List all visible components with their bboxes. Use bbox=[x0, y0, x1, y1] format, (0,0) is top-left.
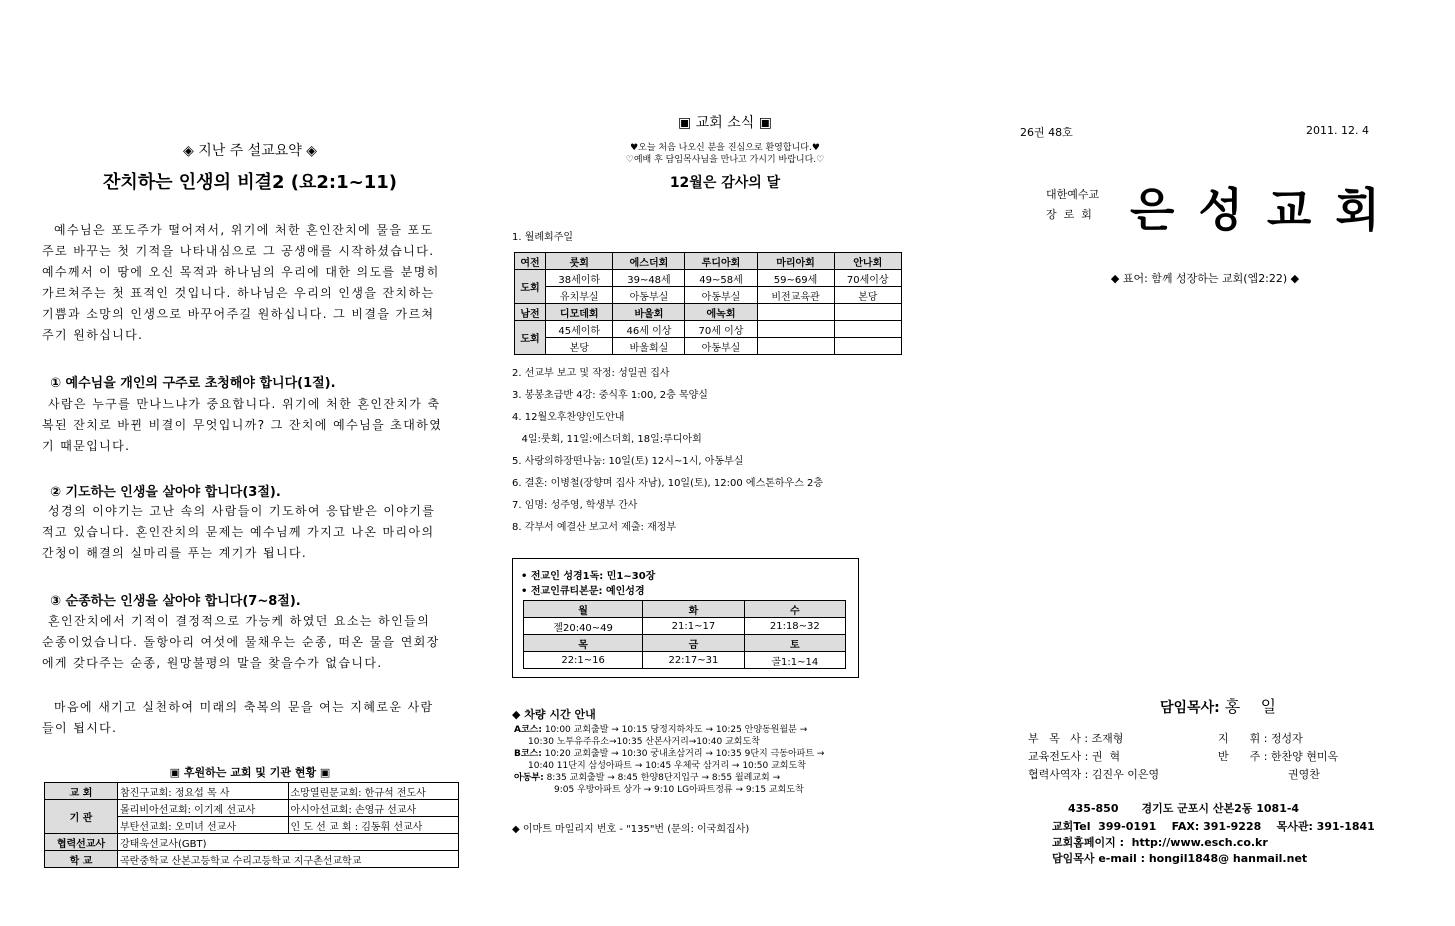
mileage-note: ◆ 이마트 마일리지 번호 - "135"번 (문의: 이국희집사) bbox=[512, 824, 750, 835]
church-address: 435-850 경기도 군포시 산본2동 1081-4 bbox=[1068, 802, 1300, 815]
group-cell: 59~69세 bbox=[757, 270, 834, 287]
group-cell: 에녹회 bbox=[685, 304, 757, 321]
news-item: 7. 임명: 성주영, 학생부 간사 bbox=[512, 500, 638, 511]
support-label-mission: 협력선교사 bbox=[45, 834, 118, 851]
group-cell: 49~58세 bbox=[685, 270, 757, 287]
group-cell: 아동부실 bbox=[613, 287, 685, 304]
support-table bbox=[44, 782, 459, 868]
reading-day: 월 bbox=[524, 601, 643, 618]
point-1-body: 사람은 누구를 만나느냐가 중요합니다. 위기에 처한 혼인잔치가 축복된 잔치로 바뀐 비결이 무엇입니까? 그 잔치에 예수님을 초대하였기 때문입니다. bbox=[42, 397, 443, 453]
reading-day: 화 bbox=[643, 601, 744, 618]
group-cell bbox=[757, 338, 834, 355]
bus-line: 10:30 노투유주유소→10:35 산본사거리→10:40 교회도착 bbox=[528, 737, 760, 747]
group-cell: 에스더회 bbox=[613, 253, 685, 270]
support-cell: 몰리비아선교회: 이기제 선교사 bbox=[118, 800, 289, 817]
church-name: 은 성 교 회 bbox=[1130, 183, 1384, 237]
reading-value: 21:18~32 bbox=[744, 618, 845, 635]
group-cell: 아동부실 bbox=[685, 287, 757, 304]
news-item: 4일:룻회, 11일:에스더회, 18일:루디아회 bbox=[512, 434, 702, 445]
group-cell: 70세이상 bbox=[834, 270, 902, 287]
point-3-body: 혼인잔치에서 기적이 결정적으로 가능케 하였던 요소는 하인들의 순종이었습니다. 돌항아리 여섯에 물채우는 순종, 떠온 물을 연회장에게 갖다주는 순종, 원망불평의 말을 찾을수가 없습니다. bbox=[42, 614, 440, 670]
news-item: 8. 각부서 예결산 보고서 제출: 재정부 bbox=[512, 522, 677, 533]
news-item: 5. 사랑의하장떤나눔: 10일(토) 12시~1시, 아동부실 bbox=[512, 456, 744, 467]
group-cell: 룻회 bbox=[546, 253, 613, 270]
pastor-email: 담임목사 e-mail : hongil1848@ hanmail.net bbox=[1052, 852, 1308, 865]
news-items bbox=[512, 363, 823, 539]
motto: ◆ 표어: 함께 성장하는 교회(엡2:22) ◆ bbox=[1110, 272, 1300, 285]
reading-box bbox=[512, 558, 859, 678]
news-item: 3. 봉봉초급반 4강: 중식후 1:00, 2층 목양실 bbox=[512, 390, 708, 401]
bus-line: 9:05 우방아파트 상가 → 9:10 LG아파트정류 → 9:15 교회도착 bbox=[554, 785, 804, 795]
support-cell: 소망열린문교회: 한규석 전도사 bbox=[288, 783, 459, 800]
support-cell: 곡란중학교 산본고등학교 수리고등학교 지구촌선교학교 bbox=[118, 851, 459, 868]
pastor-name: 홍 일 bbox=[1224, 697, 1277, 716]
staff-item: 반 주 : 한찬양 현미옥 bbox=[1218, 750, 1339, 763]
pastor bbox=[1160, 694, 1276, 717]
group-table bbox=[514, 252, 902, 355]
news-title: ▣ 교회 소식 ▣ bbox=[678, 115, 772, 131]
news-month: 12월은 감사의 달 bbox=[669, 175, 781, 191]
group-cell: 디모데회 bbox=[546, 304, 613, 321]
staff-item: 교육전도사 : 권 혁 bbox=[1028, 750, 1121, 763]
news-item: 4. 12월오후찬양인도안내 bbox=[512, 412, 625, 423]
news-welcome-2: ♡예배 후 담임목사님을 만나고 가시기 바랍니다.♡ bbox=[625, 155, 825, 165]
bus-schedule bbox=[514, 724, 824, 796]
pastor-label: 담임목사: bbox=[1160, 700, 1220, 716]
bus-c-label: 아동부: bbox=[514, 773, 544, 783]
reading-value: 22:1~16 bbox=[524, 652, 643, 669]
denomination-1: 대한예수교 bbox=[1046, 188, 1100, 201]
bus-line: 10:20 교회출발 → 10:30 궁내초삼거리 → 10:35 9단지 극동아파트 → bbox=[544, 749, 825, 759]
volume-number: 26권 48호 bbox=[1020, 126, 1073, 139]
news-item: 6. 결혼: 이병철(장향며 집사 자남), 10일(토), 12:00 에스톤하우스 2층 bbox=[512, 478, 824, 489]
group-cell: 바울회실 bbox=[613, 338, 685, 355]
staff-list bbox=[1028, 730, 1408, 784]
group-cell: 본당 bbox=[546, 338, 613, 355]
group-label: 도회 bbox=[515, 270, 546, 304]
group-cell: 안나회 bbox=[834, 253, 902, 270]
bus-title: ◆ 차량 시간 안내 bbox=[512, 708, 596, 721]
group-cell: 유치부실 bbox=[546, 287, 613, 304]
group-cell: 비전교육관 bbox=[757, 287, 834, 304]
support-cell: 강태욱선교사(GBT) bbox=[118, 834, 459, 851]
denomination-2: 장 로 회 bbox=[1046, 208, 1092, 221]
group-label: 도회 bbox=[515, 321, 546, 355]
bus-line: 10:00 교회출발 → 10:15 당정지하차도 → 10:25 안양동원월분 → bbox=[544, 725, 808, 735]
group-cell: 70세 이상 bbox=[685, 321, 757, 338]
staff-item: 부 목 사 : 조재형 bbox=[1028, 732, 1124, 745]
reading-day: 수 bbox=[744, 601, 845, 618]
support-title: ▣ 후원하는 교회 및 기관 현황 ▣ bbox=[169, 766, 331, 779]
church-homepage: 교회홈페이지 : http://www.esch.co.kr bbox=[1052, 836, 1268, 849]
group-cell bbox=[834, 321, 902, 338]
bus-line: 10:40 11단지 삼성아파트 → 10:45 우체국 삼거리 → 10:50 교회도착 bbox=[528, 761, 806, 771]
point-3-title: ③ 순종하는 인생을 살아야 합니다(7~8절). bbox=[50, 594, 301, 609]
support-label-org: 기 관 bbox=[45, 800, 118, 834]
support-cell: 부탄선교회: 오미녀 선교사 bbox=[118, 817, 289, 834]
reading-table bbox=[523, 600, 846, 669]
bus-line: 8:35 교회출발 → 8:45 한양8단지입구 → 8:55 월례교회 → bbox=[546, 773, 781, 783]
group-cell: 루디아회 bbox=[685, 253, 757, 270]
reading-day: 토 bbox=[744, 635, 845, 652]
group-label: 여전 bbox=[515, 253, 546, 270]
group-cell: 바울회 bbox=[613, 304, 685, 321]
group-cell bbox=[757, 304, 834, 321]
group-label: 남전 bbox=[515, 304, 546, 321]
group-cell bbox=[757, 321, 834, 338]
sermon-header: ◈ 지난 주 설교요약 ◈ bbox=[182, 143, 317, 159]
bus-b-label: B코스: bbox=[514, 749, 542, 759]
group-cell bbox=[834, 304, 902, 321]
support-cell: 아시아선교회: 손영규 선교사 bbox=[288, 800, 459, 817]
support-cell: 참진구교회: 정요섭 목 사 bbox=[118, 783, 289, 800]
staff-item: 협력사역자 : 김진우 이은영 bbox=[1028, 768, 1160, 781]
group-cell: 39~48세 bbox=[613, 270, 685, 287]
staff-item: 권영찬 bbox=[1288, 768, 1320, 781]
support-label-church: 교 회 bbox=[45, 783, 118, 800]
bus-a-label: A코스: bbox=[514, 725, 542, 735]
sermon-intro: 예수님은 포도주가 떨어져서, 위기에 처한 혼인잔치에 물을 포도주로 바꾸는 첫 기적을 나타내심으로 그 공생애를 시작하셨습니다. 예수께서 이 땅에 오신 목적과 하나님의 우리에 대한 의도를 분명히 가르쳐주는 첫 표적인 것입니다. 하나님은 우리의 인생을 잔치하는 기쁨과 소망의 인생으로 바꾸어주길 원하십니다. 그 비결을 가르쳐주기 원하십니다. bbox=[42, 223, 440, 342]
group-cell: 46세 이상 bbox=[613, 321, 685, 338]
sermon-closing: 마음에 새기고 실천하여 미래의 축복의 문을 여는 지혜로운 사람들이 됩시다. bbox=[42, 700, 434, 735]
reading-value: 젤20:40~49 bbox=[524, 618, 643, 635]
group-cell: 아동부실 bbox=[685, 338, 757, 355]
reading-day: 금 bbox=[643, 635, 744, 652]
bulletin-date: 2011. 12. 4 bbox=[1306, 124, 1369, 137]
point-2-body: 성경의 이야기는 고난 속의 사람들이 기도하여 응답받은 이야기를 적고 있습니다. 혼인잔치의 문제는 예수님께 가지고 나온 마리아의 간청이 해결의 실마리를 푸는 계기가 됩니다. bbox=[42, 504, 436, 560]
news-welcome-1: ♥오늘 처음 나오신 분을 진심으로 환영합니다.♥ bbox=[630, 143, 820, 153]
reading-value: 골1:1~14 bbox=[744, 652, 845, 669]
group-cell: 38세이하 bbox=[546, 270, 613, 287]
group-cell bbox=[834, 338, 902, 355]
reading-value: 21:1~17 bbox=[643, 618, 744, 635]
church-phone: 교회Tel 399-0191 FAX: 391-9228 목사관: 391-1841 bbox=[1052, 820, 1375, 833]
point-1-title: ① 예수님을 개인의 구주로 초청해야 합니다(1절). bbox=[50, 376, 336, 391]
group-cell: 마리아회 bbox=[757, 253, 834, 270]
reading-line-1: • 전교인 성경1독: 민1~30장 bbox=[521, 571, 656, 582]
reading-line-2: • 전교인큐티본문: 예인성경 bbox=[521, 586, 645, 597]
support-cell: 인 도 선 교 회 : 김동휘 선교사 bbox=[288, 817, 459, 834]
news-item: 2. 선교부 보고 및 작정: 성일권 집사 bbox=[512, 368, 670, 379]
support-label-school: 학 교 bbox=[45, 851, 118, 868]
staff-item: 지 휘 : 정성자 bbox=[1218, 732, 1303, 745]
group-cell: 45세이하 bbox=[546, 321, 613, 338]
reading-day: 목 bbox=[524, 635, 643, 652]
sermon-title: 잔치하는 인생의 비결2 (요2:1~11) bbox=[102, 172, 398, 193]
point-2-title: ② 기도하는 인생을 살아야 합니다(3절). bbox=[50, 485, 281, 500]
group-cell: 본당 bbox=[834, 287, 902, 304]
reading-value: 22:17~31 bbox=[643, 652, 744, 669]
news-item-1: 1. 월례회주일 bbox=[512, 232, 574, 243]
